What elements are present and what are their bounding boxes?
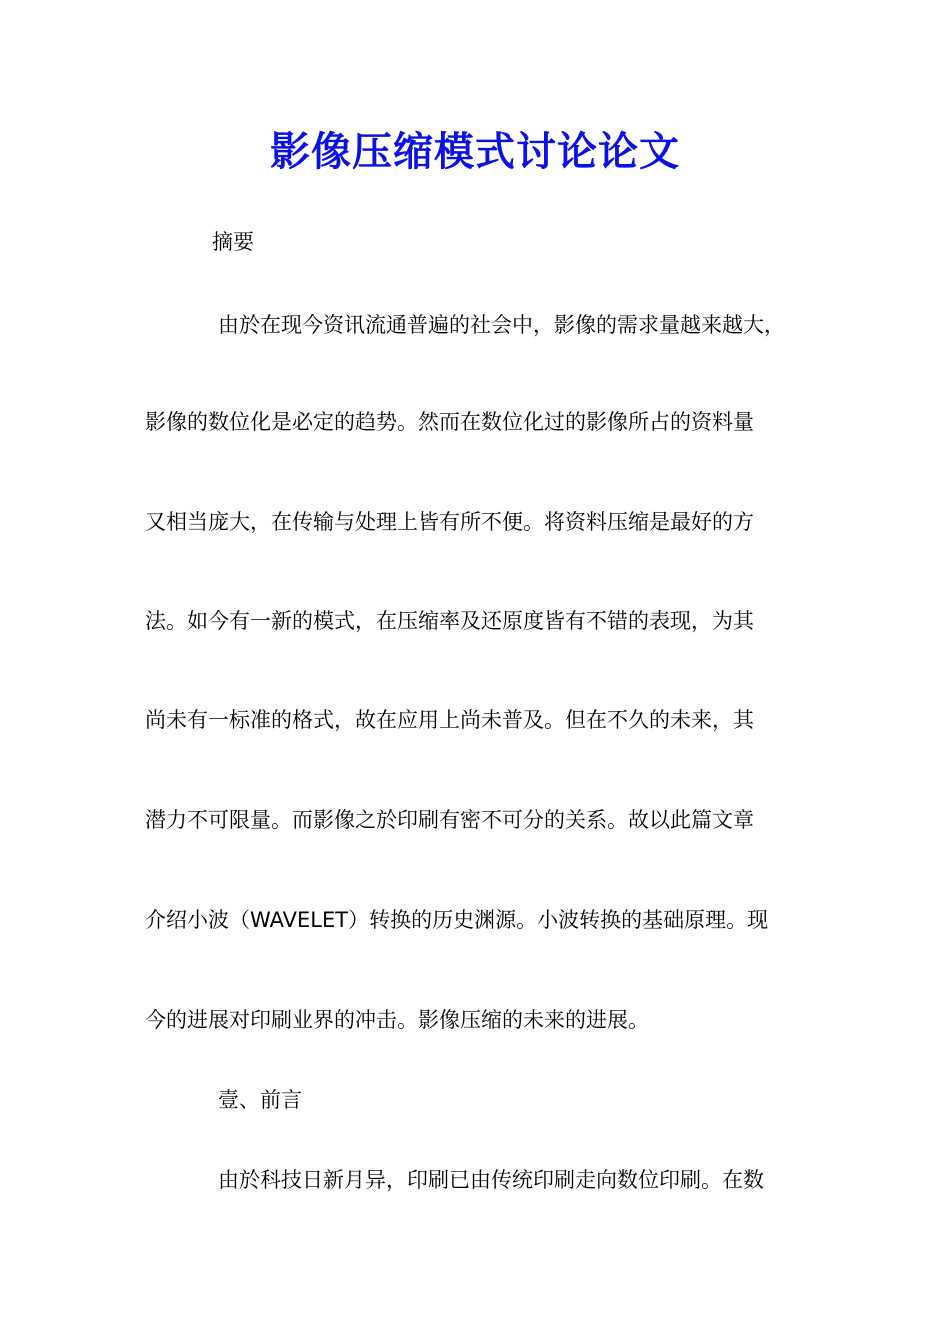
document-title: 影像压缩模式讨论论文	[270, 128, 680, 175]
section-heading-preface: 壹、前言	[218, 1088, 302, 1112]
section-preface-line-1: 由於科技日新月异，印刷已由传统印刷走向数位印刷。在数	[218, 1168, 764, 1192]
abstract-line-6: 潜力不可限量。而影像之於印刷有密不可分的关系。故以此篇文章	[145, 808, 754, 832]
abstract-line-3: 又相当庞大，在传输与处理上皆有所不便。将资料压缩是最好的方	[145, 510, 754, 534]
abstract-line-8: 今的进展对印刷业界的冲击。影像压缩的未来的进展。	[145, 1008, 649, 1032]
abstract-line-4: 法。如今有一新的模式，在压缩率及还原度皆有不错的表现，为其	[145, 609, 754, 633]
abstract-line-5: 尚未有一标准的格式，故在应用上尚未普及。但在不久的未来，其	[145, 708, 754, 732]
abstract-heading: 摘要	[212, 230, 254, 254]
abstract-line-1: 由於在现今资讯流通普遍的社会中，影像的需求量越来越大，	[218, 313, 785, 337]
abstract-line-7: 介绍小波（WAVELET）转换的历史渊源。小波转换的基础原理。现	[145, 908, 769, 932]
abstract-line-2: 影像的数位化是必定的趋势。然而在数位化过的影像所占的资料量	[145, 410, 754, 434]
